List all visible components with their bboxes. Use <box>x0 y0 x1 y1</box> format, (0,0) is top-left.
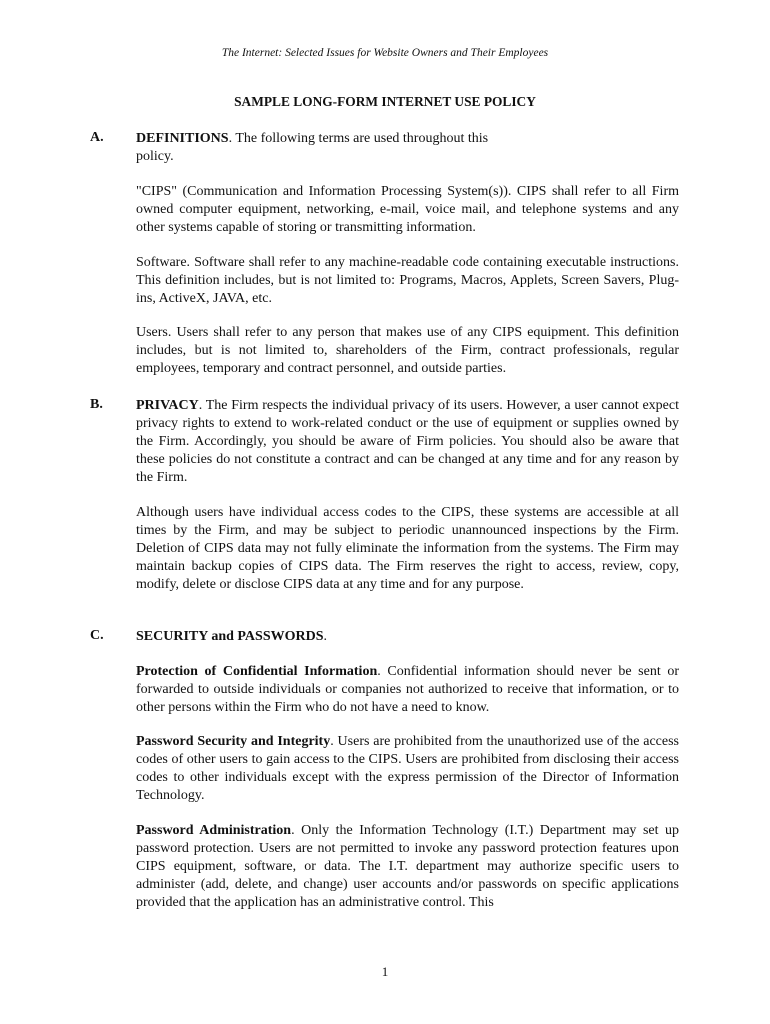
password-security-heading: Password Security and Integrity <box>136 734 331 749</box>
privacy-paragraph-1-text: . The Firm respects the individual privacy of its users. However, a user cannot expect privacy rights to extend to work-related conduct or the use of equipment or supplies owned by the Firm. Accordingly, you should be aware of Firm policies. You should also be aware that these policies do not constitute a contract and can be changed at any time and for any reason by the Firm. <box>136 398 679 485</box>
page-number: 1 <box>381 964 389 979</box>
section-a-letter: A. <box>90 130 104 145</box>
section-b-letter: B. <box>90 397 103 412</box>
section-c-letter: C. <box>90 628 104 643</box>
password-admin-paragraph <box>136 822 679 912</box>
section-a-intro <box>136 130 679 166</box>
section-c-heading-end: . <box>323 629 327 644</box>
password-security-text: . Users are prohibited from the unauthorized use of the access codes of other users to gain access to the CIPS. Users are prohibited from disclosing their access codes to other individuals except with the express permission of the Director of Information Technology. <box>136 734 679 803</box>
section-c-heading-line <box>136 628 679 646</box>
confidential-info-text: . Confidential information should never be sent or forwarded to outside individuals or companies not authorized to receive that information, or to other persons within the Firm who do not have a need to know. <box>136 663 679 715</box>
definition-users: Users. Users shall refer to any person that makes use of any CIPS equipment. This definition includes, but is not limited to, shareholders of the Firm, contract professionals, regular employees, temporary and contract personnel, and outside parties. <box>136 325 679 376</box>
section-a-heading: DEFINITIONS <box>136 131 229 146</box>
running-header: The Internet: Selected Issues for Website Owners and Their Employees <box>221 47 549 59</box>
section-b-heading: PRIVACY <box>136 398 199 413</box>
password-security-paragraph <box>136 733 679 805</box>
section-b <box>90 397 680 610</box>
section-a-intro-text-2: policy. <box>136 149 174 164</box>
password-admin-text: . Only the Information Technology (I.T.) Department may set up password protection. Users are not permitted to invoke any password protection features upon CIPS equipment, software, or data. The I.T. department may authorize specific users to administer (add, delete, and change) user accounts and/or passwords on specific applications provided that the application has an administrative control. This <box>136 822 679 910</box>
definition-cips: "CIPS" (Communication and Information Processing System(s)). CIPS shall refer to all Firm owned computer equipment, networking, e-mail, voice mail, and telephone systems and any other systems capable of storing or transmitting information. <box>136 184 679 235</box>
section-c <box>90 628 680 928</box>
section-c-heading: SECURITY and PASSWORDS <box>136 629 324 644</box>
privacy-paragraph-1 <box>136 397 679 487</box>
privacy-paragraph-2: Although users have individual access codes to the CIPS, these systems are accessible at all times by the Firm, and may be subject to periodic unannounced inspections by the Firm. Deletion of CIPS data may not fully eliminate the information from the systems. The Firm may maintain backup copies of CIPS data. The Firm reserves the right to access, review, copy, modify, delete or disclose CIPS data at any time and for any purpose. <box>136 504 679 592</box>
document-title: SAMPLE LONG-FORM INTERNET USE POLICY <box>234 94 536 109</box>
password-admin-heading: Password Administration <box>136 822 292 838</box>
definition-software: Software. Software shall refer to any machine-readable code containing executable instructions. This definition includes, but is not limited to: Programs, Macros, Applets, Screen Savers, Plug-ins, ActiveX, JAVA, etc. <box>136 254 679 306</box>
confidential-info-paragraph <box>136 663 679 717</box>
section-a-intro-text: . The following terms are used throughout this <box>228 131 489 146</box>
confidential-info-heading: Protection of Confidential Information <box>136 663 378 679</box>
section-a <box>90 130 680 395</box>
